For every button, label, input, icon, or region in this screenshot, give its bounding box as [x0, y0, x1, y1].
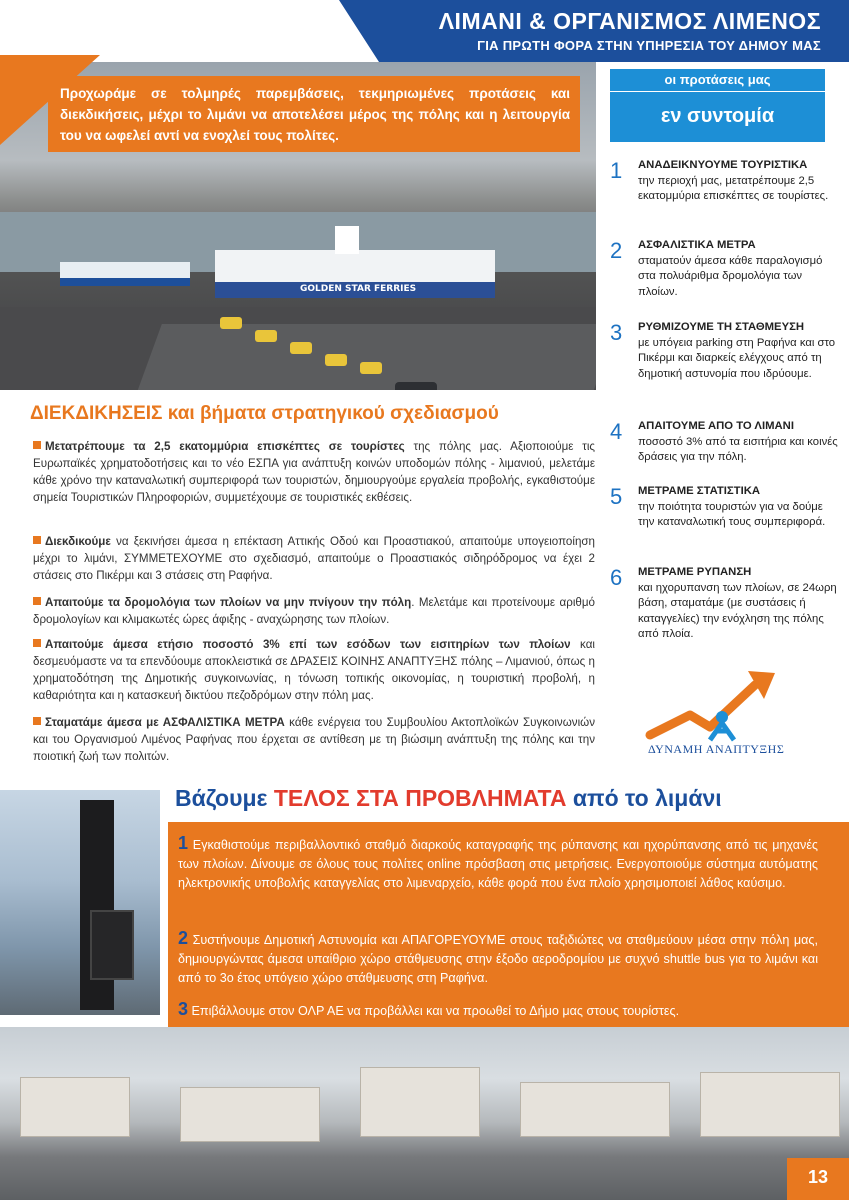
claim-lead: Απαιτούμε άμεσα ετήσιο ποσοστό 3% επί των εσόδων των εισιτηρίων των πλοίων: [45, 638, 571, 651]
proposal-title: ΡΥΘΜΙΖΟΥΜΕ ΤΗ ΣΤΑΘΜΕΥΣΗ: [638, 321, 805, 333]
taxi: [325, 354, 347, 366]
proposal-text: ποσοστό 3% από τα εισιτήρια και κοινές δράσεις για την πόλη.: [638, 435, 838, 463]
problem-item: [178, 834, 818, 893]
sidebar-heading-small: οι προτάσεις μας: [610, 69, 825, 91]
port-town-photo: [0, 1027, 849, 1200]
page-title: ΛΙΜΑΝΙ & ΟΡΓΑΝΙΣΜΟΣ ΛΙΜΕΝΟΣ: [438, 8, 821, 34]
proposal-item: [610, 419, 838, 479]
proposal-number: 1: [610, 158, 623, 183]
proposal-text: την περιοχή μας, μετατρέπουμε 2,5 εκατομμύρια επισκέπτες σε τουρίστες.: [638, 174, 829, 202]
bullet-square: [33, 536, 41, 544]
claim-text: να ξεκινήσει άμεσα η επέκταση Αττικής Οδού και Προαστιακού, απαιτούμε υπογειοποίηση μέχρι το λιμάνι, ΣΥΜΜΕΤΕΧΟΥΜΕ στο σχεδιασμό, απαιτούμε ο Προαστιακός σιδηρόδρομος να έχει 2 στάσεις στο Πικέρμι και 3 στάσεις στη Ραφήνα.: [33, 535, 595, 582]
intro-text: Προχωράμε σε τολμηρές παρεμβάσεις, τεκμηριωμένες προτάσεις και διεκδικήσεις, μέχρι το λιμάνι να αποτελέσει μέρος της πόλης και η λειτουργία του να ωφελεί αντί να ενοχλεί τους πολίτες.: [60, 86, 570, 143]
proposal-number: 3: [610, 320, 623, 345]
taxi: [255, 330, 277, 342]
proposal-item: [610, 158, 835, 228]
problem-text: Επιβάλλουμε στον ΟΛΡ ΑΕ να προβάλλει και να προωθεί το Δήμο μας στους τουρίστες.: [191, 1004, 680, 1018]
claim-lead: Σταματάμε άμεσα με ΑΣΦΑΛΙΣΤΙΚΑ ΜΕΤΡΑ: [45, 716, 285, 729]
intro-box: [48, 76, 580, 152]
taxi: [290, 342, 312, 354]
claim-lead: Διεκδικούμε: [45, 535, 111, 548]
bullet-square: [33, 639, 41, 647]
proposal-title: ΜΕΤΡΑΜΕ ΣΤΑΤΙΣΤΙΚΑ: [638, 485, 761, 497]
ship-label: GOLDEN STAR FERRIES: [300, 284, 417, 294]
claim-paragraph: [33, 438, 595, 506]
environmental-station-photo: [0, 790, 160, 1015]
bullet-square: [33, 597, 41, 605]
claims-title: ΔΙΕΚΔΙΚΗΣΕΙΣ και βήματα στρατηγικού σχεδιασμού: [30, 403, 499, 424]
proposal-item: [610, 565, 835, 655]
taxi: [220, 317, 242, 329]
claim-paragraph: [33, 594, 595, 628]
page-subtitle: ΓΙΑ ΠΡΩΤΗ ΦΟΡΑ ΣΤΗΝ ΥΠΗΡΕΣΙΑ ΤΟΥ ΔΗΜΟΥ ΜΑΣ: [477, 38, 821, 53]
proposal-title: ΑΠΑΙΤΟΥΜΕ ΑΠΟ ΤΟ ΛΙΜΑΝΙ: [638, 420, 794, 432]
proposal-title: ΑΣΦΑΛΙΣΤΙΚΑ ΜΕΤΡΑ: [638, 239, 756, 251]
proposal-text: και ηχορυπανση των πλοίων, σε 24ωρη βάση, σταματάμε (με συστάσεις ή καταγγελίες) την ενόχληση της πόλης από πλοία.: [638, 581, 837, 640]
claim-text: . Μελετάμε και προτείνουμε αριθμό δρομολογίων και κλιμακωτές ώρες άφιξης - αναχώρησης των πλοίων.: [33, 596, 595, 626]
problem-number: 2: [178, 928, 189, 948]
proposal-item: [610, 484, 835, 554]
proposal-number: 2: [610, 238, 623, 263]
claim-lead: Απαιτούμε τα δρομολόγια των πλοίων να μην πνίγουν την πόλη: [45, 596, 412, 609]
proposal-number: 6: [610, 565, 623, 590]
claim-text: της πόλης μας. Αξιοποιούμε τις Ευρωπαϊκές χρηματοδοτήσεις και το νέο ΕΣΠΑ για ανάπτυξη κοινών υποδομών πόλης - λιμανιού, μελετάμε κάθε χρόνο την καταναλωτική συμπεριφορά των τουριστών, δημιουργούμε εργαλεία προβολής, εγκαθιστούμε σημεία Τουριστικών Πληροφοριών, συμμετέχουμε σε τουριστικές εκθέσεις.: [33, 440, 595, 504]
proposal-text: την ποιότητα τουριστών για να δούμε την καταναλωτική τους συμπεριφορά.: [638, 500, 826, 528]
proposal-item: [610, 238, 835, 308]
claim-text: και δεσμευόμαστε να τα επενδύουμε αποκλειστικά σε ΔΡΑΣΕΙΣ ΚΟΙΝΗΣ ΑΝΑΠΤΥΞΗΣ πόλης – Λιμανιού, όπως η χρηματοδότηση της Δημοτικής συγκοινωνίας, η τόνωση τοπικής οικονομίας, η τουριστική προβολή, η καθαριότητα και η κατασκευή δικτύου πεζοδρόμων στην πόλη μας.: [33, 638, 595, 702]
problems-title: Βάζουμε ΤΕΛΟΣ ΣΤΑ ΠΡΟΒΛΗΜΑΤΑ από το λιμάνι: [175, 785, 722, 811]
header-banner: [379, 0, 849, 62]
proposal-number: 4: [610, 419, 623, 444]
problem-text: Εγκαθιστούμε περιβαλλοντικό σταθμό διαρκούς καταγραφής της ρύπανσης και ηχορύπανσης από τις μηχανές των πλοίων. Δίνουμε σε όλους τους πολίτες online πρόσβαση στις μετρήσεις. Ενεργοποιούμε σύστημα αυτόματης ηλεκτρονικής υποβολής καταγγελίας στο λιμεναρχείο, κάθε φορά που ένα πλοίο χρησιμοποιεί λάθος καύσιμο.: [178, 838, 819, 890]
problem-number: 1: [178, 833, 189, 853]
proposal-title: ΑΝΑΔΕΙΚΝΥΟΥΜΕ ΤΟΥΡΙΣΤΙΚΑ: [638, 159, 808, 171]
proposal-text: με υπόγεια parking στη Ραφήνα και στο Πικέρμι και διαρκείς ελέγχους από τη δημοτική αστυνομία που ιδρύουμε.: [638, 336, 836, 380]
problem-item: [178, 929, 818, 988]
claim-paragraph: [33, 533, 595, 584]
proposal-number: 5: [610, 484, 623, 509]
sidebar-heading-large: εν συντομία: [610, 91, 825, 143]
claim-lead: Μετατρέπουμε τα 2,5 εκατομμύρια επισκέπτες σε τουρίστες: [45, 440, 405, 453]
bullet-square: [33, 441, 41, 449]
taxi: [360, 362, 382, 374]
problem-text: Συστήνουμε Δημοτική Αστυνομία και ΑΠΑΓΟΡΕΥΟΥΜΕ στους ταξιδιώτες να σταθμεύουν μέσα στην πόλη μας, δημιουργώντας άμεσα υπαίθριο χώρο στάθμευσης στην έξοδο αεροδρομίου με συχνό shuttle bus για το λιμάνι και από το 3ο έτος υπόγειο χώρο στάθμευσης στη Ραφήνα.: [178, 933, 819, 985]
ferry-small: [60, 262, 190, 286]
problem-number: 3: [178, 999, 189, 1019]
proposal-item: [610, 320, 835, 410]
claim-paragraph: [33, 636, 595, 704]
bullet-square: [33, 717, 41, 725]
logo-text: ΔΥΝΑΜΗ ΑΝΑΠΤΥΞΗΣ: [648, 742, 785, 756]
claim-paragraph: [33, 714, 595, 765]
claim-text: κάθε ενέργεια του Συμβουλίου Ακτοπλοϊκών Συγκοινωνιών και του Οργανισμού Λιμένος Ραφήνας που έρχεται σε αντίθεση με τη βιώσιμη ανάπτυξη της πόλης και την ποιοτική ζωή των πολιτών.: [33, 716, 596, 763]
problem-item: [178, 1000, 818, 1021]
road: [118, 324, 596, 390]
proposal-text: σταματούν άμεσα κάθε παραλογισμό στα πολυάριθμα δρομολόγια των πλοίων.: [638, 254, 823, 298]
parked-car: [395, 382, 437, 390]
proposal-title: ΜΕΤΡΑΜΕ ΡΥΠΑΝΣΗ: [638, 566, 752, 578]
page-number: 13: [787, 1158, 849, 1200]
